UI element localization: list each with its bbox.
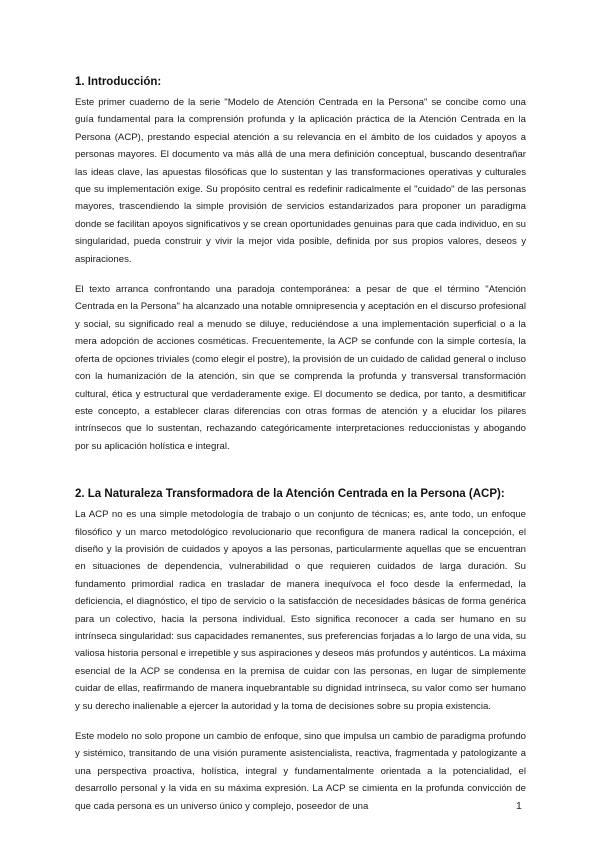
section-introduccion: [75, 73, 526, 455]
section-heading: 1. Introducción:: [75, 76, 162, 88]
paragraph-gap: [75, 715, 526, 728]
section-gap: [75, 455, 526, 485]
paragraph-gap: [75, 268, 526, 281]
section-naturaleza-acp: [75, 485, 526, 815]
paragraph: Este modelo no solo propone un cambio de enfoque, sino que impulsa un cambio de paradigma profundo y sistémico, transitando de una visión puramente asistencialista, reactiva, fragmentada y patologizante a una perspectiva proactiva, holística, integral y fundamentalmente orientada a la potencialidad, el desarrollo personal y la vida en su máxima expresión. La ACP se cimienta en la profunda convicción de que cada persona es un universo único y complejo, poseedor de una: [75, 731, 526, 812]
paragraph: Este primer cuaderno de la serie "Modelo de Atención Centrada en la Persona" se concibe como una guía fundamental para la comprensión profunda y la aplicación práctica de la Atención Centrada en la Persona (ACP), prestando especial atención a su relevancia en el ámbito de los cuidados y apoyos a personas mayores. El documento va más allá de una mera definición conceptual, buscando desentrañar las ideas clave, las apuestas filosóficas que lo sustentan y las transformaciones operativas y culturales que su implementación exige. Su propósito central es redefinir radicalmente el "cuidado" de las personas mayores, trascendiendo la simple provisión de servicios estandarizados para proponer un paradigma donde se facilitan apoyos significativos y se crean oportunidades genuinas para que cada individuo, en su singularidad, pueda construir y vivir la mejor vida posible, definida por sus propios valores, deseos y aspiraciones.: [75, 97, 526, 265]
section-heading: 2. La Naturaleza Transformadora de la Atención Centrada en la Persona (ACP):: [75, 488, 505, 501]
page-number: 1: [516, 800, 522, 812]
page-content: [75, 73, 526, 815]
paragraph: La ACP no es una simple metodología de trabajo o un conjunto de técnicas; es, ante todo, un enfoque filosófico y un marco metodológico revolucionario que reconfigura de manera radical la concepción, el diseño y la provisión de cuidados y apoyos a las personas, particularmente aquellas que se encuentran en situaciones de dependencia, vulnerabilidad o que requieren cuidados de larga duración. Su fundamento primordial radica en trasladar de manera inequívoca el foco desde la enfermedad, la deficiencia, el diagnóstico, el tipo de servicio o la satisfacción de necesidades básicas de forma genérica para un colectivo, hacia la persona individual. Esto significa reconocer a cada ser humano en su intrínseca singularidad: sus capacidades remanentes, sus preferencias forjadas a lo largo de una vida, su valiosa historia personal e irrepetible y sus aspiraciones y deseos más profundos y auténticos. La máxima esencial de la ACP se condensa en la premisa de cuidar con las personas, en lugar de simplemente cuidar de ellas, reafirmando de manera inquebrantable su dignidad intrínseca, su valor como ser humano y su derecho inalienable a ejercer la autoridad y la toma de decisiones sobre su propia existencia.: [75, 509, 526, 712]
paragraph: El texto arranca confrontando una paradoja contemporánea: a pesar de que el término "Atención Centrada en la Persona" ha alcanzado una notable omnipresencia y aceptación en el discurso profesional y social, su significado real a menudo se diluye, reduciéndose a una implementación superficial o a la mera adopción de acciones cosméticas. Frecuentemente, la ACP se confunde con la simple cortesía, la oferta de opciones triviales (como elegir el postre), la provisión de un cuidado de calidad general o incluso con la humanización de la atención, sin que se comprenda la profunda y transversal transformación cultural, ética y estructural que verdaderamente exige. El documento se dedica, por tanto, a desmitificar este concepto, a establecer claras diferencias con otras formas de atención y a elucidar los pilares intrínsecos que lo sustentan, rechazando categóricamente interpretaciones reduccionistas y abogando por su aplicación holística e integral.: [75, 284, 526, 452]
